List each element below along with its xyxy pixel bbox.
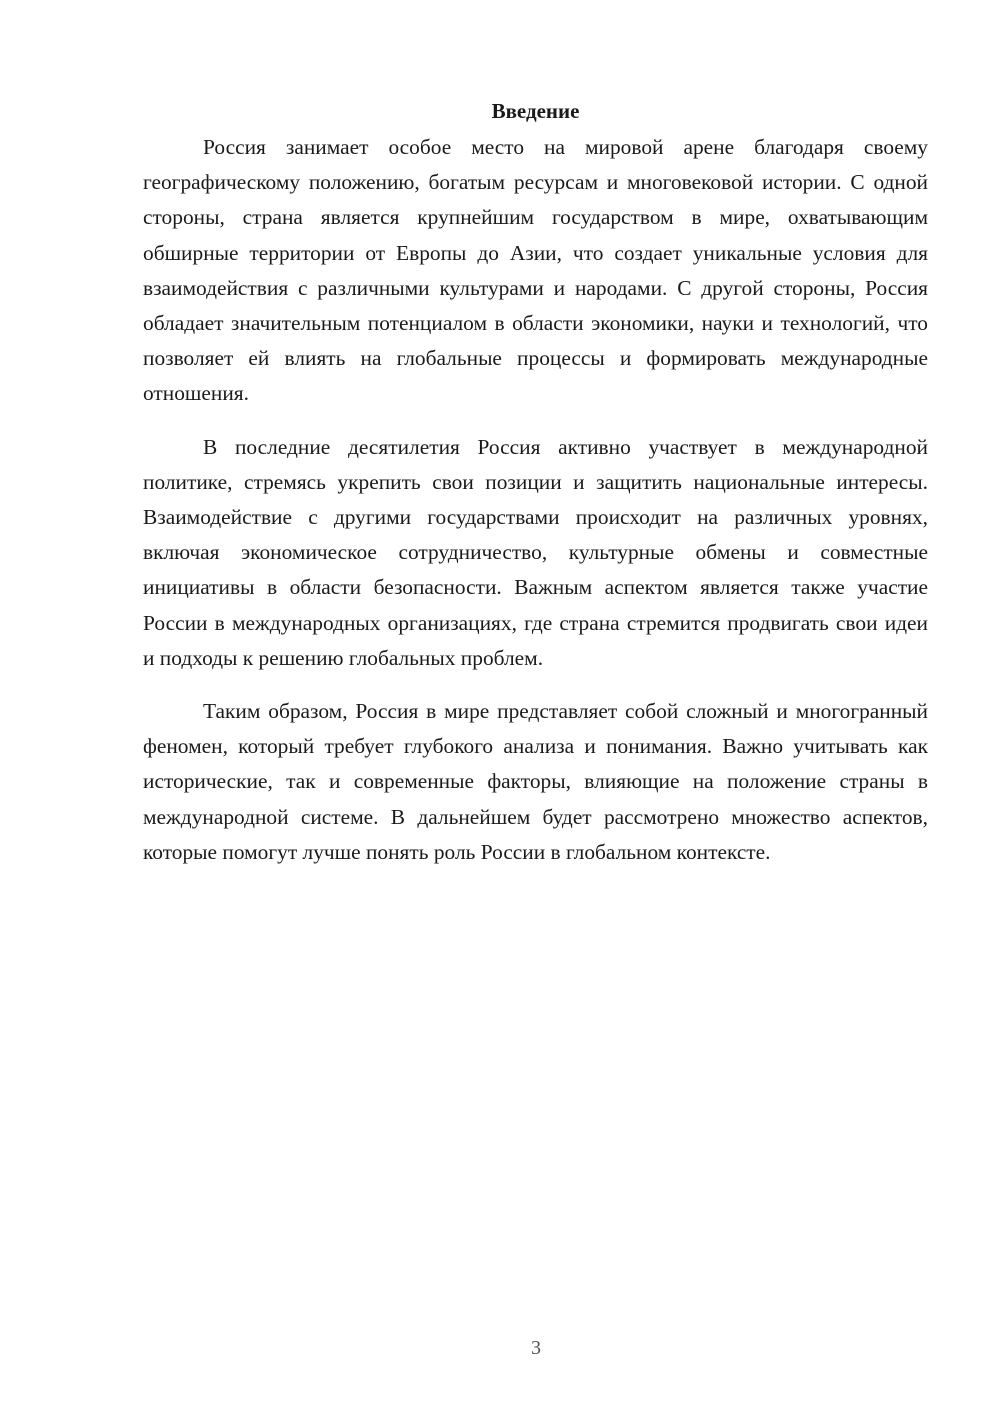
paragraph-2: В последние десятилетия Россия активно участвует в международной политике, стремясь укрепить свои позиции и защитить национальные интересы. Взаимодействие с другими государствами происходит на различных уровнях, включая экономическое сотрудничество, культурные обмены и совместные инициативы в области безопасности. Важным аспектом является также участие России в международных организациях, где страна стремится продвигать свои идеи и подходы к решению глобальных проблем. bbox=[143, 434, 928, 670]
section-heading: Введение bbox=[491, 99, 580, 123]
page-content bbox=[143, 96, 928, 888]
page-number: 3 bbox=[531, 1337, 541, 1359]
paragraph-1: Россия занимает особое место на мировой арене благодаря своему географическому положению, богатым ресурсам и многовековой истории. С одной стороны, страна является крупнейшим государством в мире, охватывающим обширные территории от Европы до Азии, что создает уникальные условия для взаимодействия с различными культурами и народами. С другой стороны, Россия обладает значительным потенциалом в области экономики, науки и технологий, что позволяет ей влиять на глобальные процессы и формировать международные отношения. bbox=[143, 135, 928, 406]
paragraph-3: Таким образом, Россия в мире представляет собой сложный и многогранный феномен, который требует глубокого анализа и понимания. Важно учитывать как исторические, так и современные факторы, влияющие на положение страны в международной системе. В дальнейшем будет рассмотрено множество аспектов, которые помогут лучше понять роль России в глобальном контексте. bbox=[143, 699, 928, 864]
